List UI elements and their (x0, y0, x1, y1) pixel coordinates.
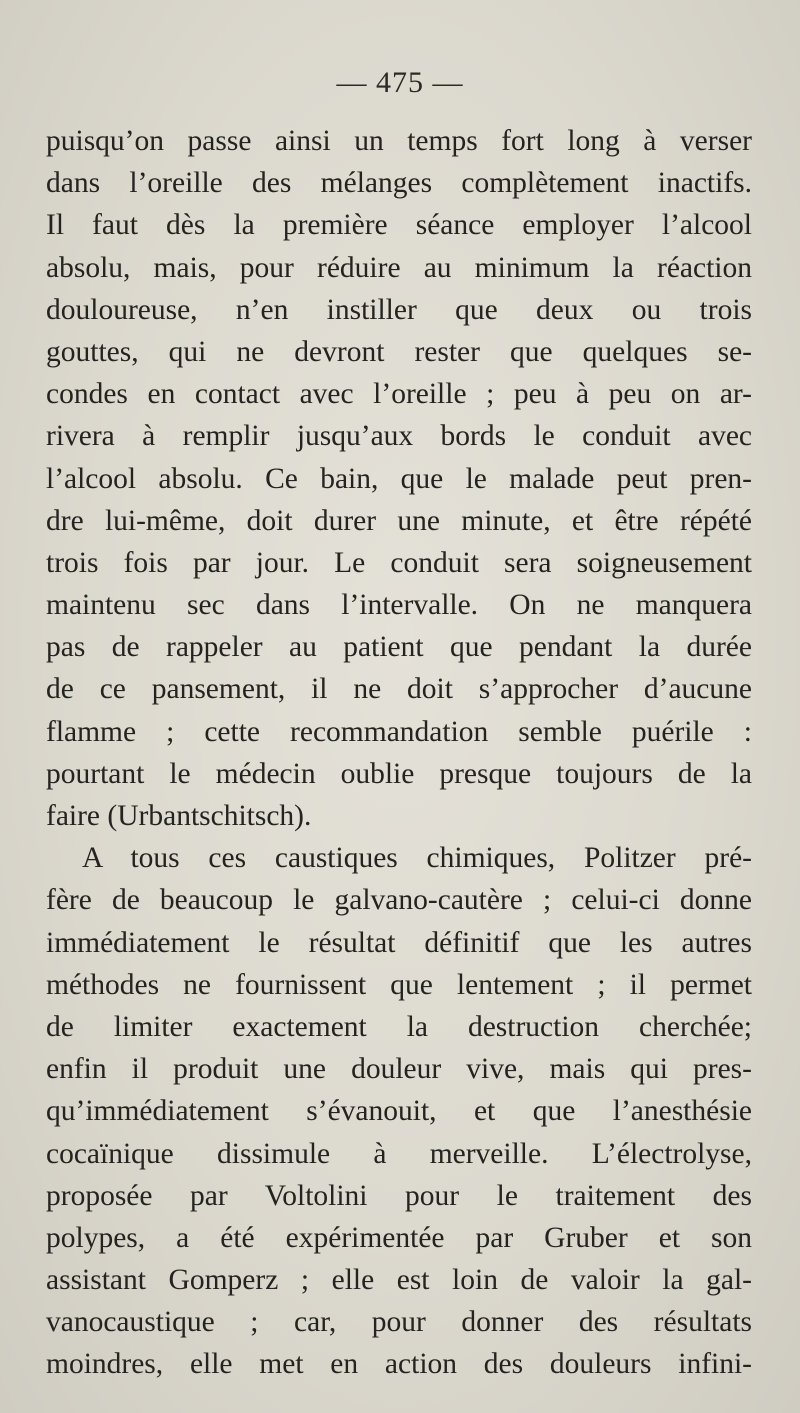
text-line: Il faut dès la première séance employer l’alcool (46, 209, 752, 242)
text-line: de limiter exactement la destruction cherchée; (46, 1010, 752, 1043)
text-line: faire (Urbantschitsch). (46, 800, 312, 832)
text-line: proposée par Voltolini pour le traitement des (46, 1179, 752, 1212)
text-line: moindres, elle met en action des douleurs infini- (46, 1348, 752, 1381)
text-line: maintenu sec dans l’intervalle. On ne manquera (46, 589, 752, 622)
page-number: — 475 — (336, 66, 464, 99)
paragraph (46, 837, 752, 1385)
text-line: condes en contact avec l’oreille ; peu à peu on ar- (46, 378, 752, 411)
text-line: pas de rappeler au patient que pendant la durée (46, 631, 752, 664)
text-line: polypes, a été expérimentée par Gruber et son (46, 1221, 752, 1254)
text-line: dre lui-même, doit durer une minute, et être répété (46, 504, 752, 537)
text-line: puisqu’on passe ainsi un temps fort long à verser (46, 125, 752, 157)
text-line: de ce pansement, il ne doit s’approcher d’aucune (46, 673, 752, 706)
paragraph (46, 120, 752, 837)
text-line: pourtant le médecin oublie presque toujours de la (46, 757, 752, 790)
text-line: douloureuse, n’en instiller que deux ou trois (46, 293, 752, 326)
text-line: vanocaustique ; car, pour donner des résultats (46, 1306, 752, 1339)
text-line: flamme ; cette recommandation semble puérile : (46, 715, 752, 748)
text-line: cocaïnique dissimule à merveille. L’électrolyse, (46, 1137, 752, 1170)
text-line: dans l’oreille des mélanges complètement inactifs. (46, 167, 752, 200)
text-line: assistant Gomperz ; elle est loin de valoir la gal- (46, 1264, 752, 1297)
text-line: rivera à remplir jusqu’aux bords le conduit avec (46, 420, 752, 453)
text-line: gouttes, qui ne devront rester que quelques se- (46, 335, 752, 368)
text-line: l’alcool absolu. Ce bain, que le malade peut pren- (46, 462, 752, 495)
text-line: absolu, mais, pour réduire au minimum la réaction (46, 251, 752, 284)
text-line: trois fois par jour. Le conduit sera soigneusement (46, 546, 752, 579)
text-line: fère de beaucoup le galvano-cautère ; celui-ci donne (46, 884, 752, 917)
text-line: enfin il produit une douleur vive, mais qui pres- (46, 1053, 752, 1086)
text-line: méthodes ne fournissent que lentement ; il permet (46, 968, 752, 1001)
text-line: qu’immédiatement s’évanouit, et que l’anesthésie (46, 1095, 752, 1128)
text-line: immédiatement le résultat définitif que les autres (46, 926, 752, 959)
text-line: A tous ces caustiques chimiques, Politzer pré- (82, 842, 752, 875)
body-text (46, 120, 752, 1386)
